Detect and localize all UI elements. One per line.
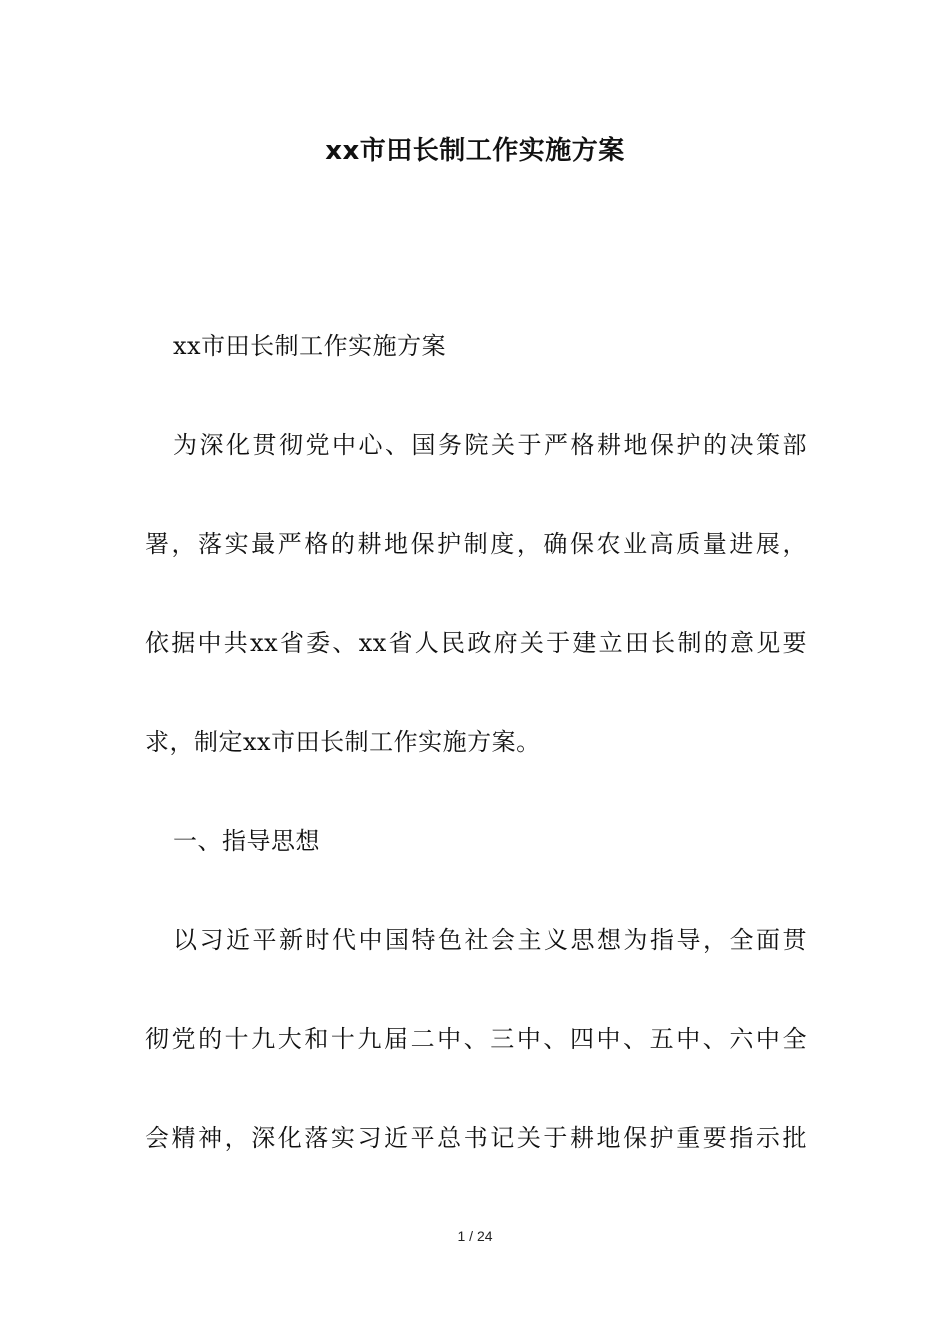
body-line-paragraph1-3: 依据中共xx省委、xx省人民政府关于建立田长制的意见要 bbox=[145, 629, 807, 657]
body-line-paragraph2-1: 以习近平新时代中国特色社会主义思想为指导，全面贯 bbox=[173, 926, 807, 954]
section-heading-guiding-ideology: 一、指导思想 bbox=[173, 827, 320, 855]
body-line-subtitle: xx市田长制工作实施方案 bbox=[173, 332, 447, 360]
body-line-paragraph1-4: 求，制定xx市田长制工作实施方案。 bbox=[145, 728, 541, 756]
document-title: xx市田长制工作实施方案 bbox=[325, 136, 625, 166]
body-line-paragraph1-1: 为深化贯彻党中心、国务院关于严格耕地保护的决策部 bbox=[173, 431, 807, 459]
page-number: 1 / 24 bbox=[457, 1228, 493, 1244]
document-body bbox=[145, 296, 807, 1187]
body-line-paragraph1-2: 署，落实最严格的耕地保护制度，确保农业高质量进展， bbox=[145, 530, 807, 558]
body-line-paragraph2-2: 彻党的十九大和十九届二中、三中、四中、五中、六中全 bbox=[145, 1025, 807, 1053]
body-line-paragraph2-3: 会精神，深化落实习近平总书记关于耕地保护重要指示批 bbox=[145, 1124, 807, 1152]
